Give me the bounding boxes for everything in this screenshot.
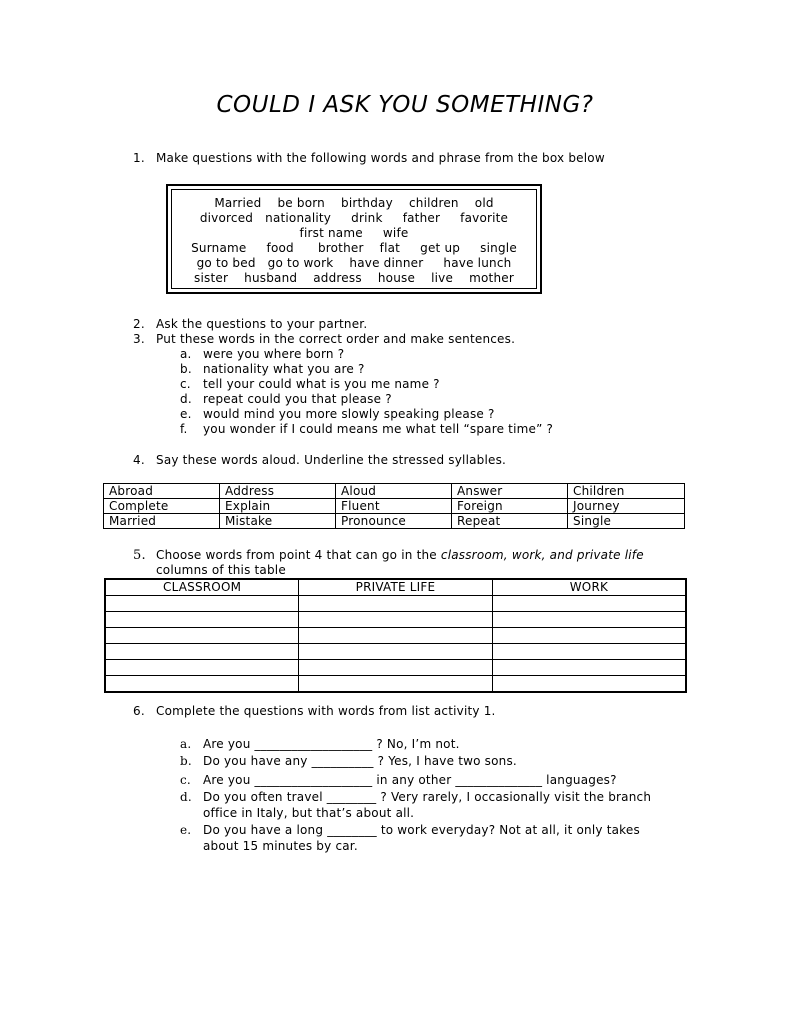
item-text: were you where born ? <box>203 347 345 361</box>
item-text: tell your could what is you me name ? <box>203 377 440 391</box>
list-item-continued: office in Italy, but that’s about all. <box>203 806 415 820</box>
columns-table <box>104 578 687 693</box>
list-item <box>180 377 440 392</box>
table-row <box>105 660 686 676</box>
table-cell: Answer <box>452 484 568 499</box>
item-text: you wonder if I could means me what tell “spare time” ? <box>203 422 554 436</box>
item-text: Do you have any __________ ? Yes, I have two sons. <box>203 754 517 768</box>
word-box-line: Married be born birthday children old <box>214 196 494 210</box>
table-cell: Repeat <box>452 514 568 529</box>
table-cell: Fluent <box>336 499 452 514</box>
question-5-continued: columns of this table <box>156 563 286 577</box>
item-text: Do you have a long ________ to work everyday? Not at all, it only takes <box>203 823 640 837</box>
word-box-line: first name wife <box>299 226 409 240</box>
item-text: Do you often travel ________ ? Very rarely, I occasionally visit the branch <box>203 790 652 804</box>
table-row <box>104 484 685 499</box>
question-5 <box>133 548 644 563</box>
word-box-line: sister husband address house live mother <box>194 271 514 285</box>
question-number: 4. <box>133 453 145 467</box>
table-cell[interactable] <box>492 612 686 628</box>
question-text: Choose words from point 4 that can go in the <box>156 548 441 562</box>
question-number: 1. <box>133 151 145 165</box>
question-number: 3. <box>133 332 145 346</box>
question-text: Make questions with the following words and phrase from the box below <box>156 151 605 165</box>
table-cell: Single <box>568 514 685 529</box>
word-box-line: Surname food brother flat get up single <box>191 241 517 255</box>
item-text: Are you ___________________ ? No, I’m not. <box>203 737 460 751</box>
table-cell: Aloud <box>336 484 452 499</box>
question-text: Put these words in the correct order and make sentences. <box>156 332 516 346</box>
question-number: 6. <box>133 704 145 718</box>
item-letter: e. <box>180 823 192 837</box>
item-letter: a. <box>180 737 192 751</box>
list-item <box>180 773 617 788</box>
item-text: Are you ___________________ in any other ______________ languages? <box>203 773 617 787</box>
table-row <box>105 596 686 612</box>
question-1 <box>133 151 605 166</box>
column-header: WORK <box>492 579 686 596</box>
table-cell[interactable] <box>492 644 686 660</box>
item-letter: c. <box>180 377 191 391</box>
table-row <box>105 676 686 693</box>
table-cell: Children <box>568 484 685 499</box>
table-cell[interactable] <box>105 612 299 628</box>
table-cell: Journey <box>568 499 685 514</box>
item-letter: d. <box>180 392 192 406</box>
table-row <box>105 628 686 644</box>
table-cell: Complete <box>104 499 220 514</box>
table-cell: Married <box>104 514 220 529</box>
table-cell[interactable] <box>492 628 686 644</box>
item-letter: c. <box>180 773 191 787</box>
list-item <box>180 362 365 377</box>
word-box-line: go to bed go to work have dinner have lunch <box>196 256 512 270</box>
table-cell: Address <box>220 484 336 499</box>
item-letter: f. <box>180 422 188 436</box>
item-letter: a. <box>180 347 192 361</box>
table-row <box>105 612 686 628</box>
column-header: PRIVATE LIFE <box>299 579 493 596</box>
table-cell[interactable] <box>492 660 686 676</box>
item-letter: e. <box>180 407 192 421</box>
table-cell: Mistake <box>220 514 336 529</box>
question-6 <box>133 704 496 719</box>
list-item <box>180 407 495 422</box>
table-cell[interactable] <box>299 676 493 693</box>
question-4 <box>133 453 506 468</box>
item-letter: b. <box>180 754 192 768</box>
question-2 <box>133 317 367 332</box>
list-item-continued: about 15 minutes by car. <box>203 839 358 853</box>
list-item <box>180 422 553 437</box>
table-cell: Abroad <box>104 484 220 499</box>
table-cell[interactable] <box>299 644 493 660</box>
item-letter: b. <box>180 362 192 376</box>
table-row <box>105 644 686 660</box>
table-cell: Pronounce <box>336 514 452 529</box>
table-cell[interactable] <box>492 596 686 612</box>
question-text: Complete the questions with words from list activity 1. <box>156 704 496 718</box>
item-letter: d. <box>180 790 192 804</box>
table-cell[interactable] <box>105 644 299 660</box>
list-item <box>180 790 651 805</box>
list-item <box>180 737 460 752</box>
table-row <box>104 499 685 514</box>
page-title: COULD I ASK YOU SOMETHING? <box>216 92 594 118</box>
table-row <box>104 514 685 529</box>
list-item <box>180 823 640 838</box>
question-number: 5. <box>133 548 146 563</box>
table-cell[interactable] <box>299 612 493 628</box>
words-table <box>103 483 685 529</box>
word-box <box>166 184 542 294</box>
question-text-italic: classroom, work, and private life <box>440 548 644 562</box>
table-cell[interactable] <box>105 676 299 693</box>
table-cell[interactable] <box>492 676 686 693</box>
item-text: would mind you more slowly speaking please ? <box>203 407 495 421</box>
column-header: CLASSROOM <box>105 579 299 596</box>
table-header-row <box>105 579 686 596</box>
table-cell[interactable] <box>105 596 299 612</box>
question-text: Say these words aloud. Underline the stressed syllables. <box>156 453 507 467</box>
table-cell[interactable] <box>105 628 299 644</box>
table-cell[interactable] <box>105 660 299 676</box>
question-number: 2. <box>133 317 145 331</box>
item-text: repeat could you that please ? <box>203 392 392 406</box>
word-box-inner <box>171 189 537 289</box>
question-text: Ask the questions to your partner. <box>156 317 368 331</box>
table-cell[interactable] <box>299 628 493 644</box>
table-cell[interactable] <box>299 596 493 612</box>
list-item <box>180 347 344 362</box>
item-text: nationality what you are ? <box>203 362 365 376</box>
list-item <box>180 754 517 769</box>
table-cell[interactable] <box>299 660 493 676</box>
list-item <box>180 392 392 407</box>
word-box-line: divorced nationality drink father favorite <box>199 211 509 225</box>
table-cell: Explain <box>220 499 336 514</box>
table-cell: Foreign <box>452 499 568 514</box>
question-3 <box>133 332 515 347</box>
